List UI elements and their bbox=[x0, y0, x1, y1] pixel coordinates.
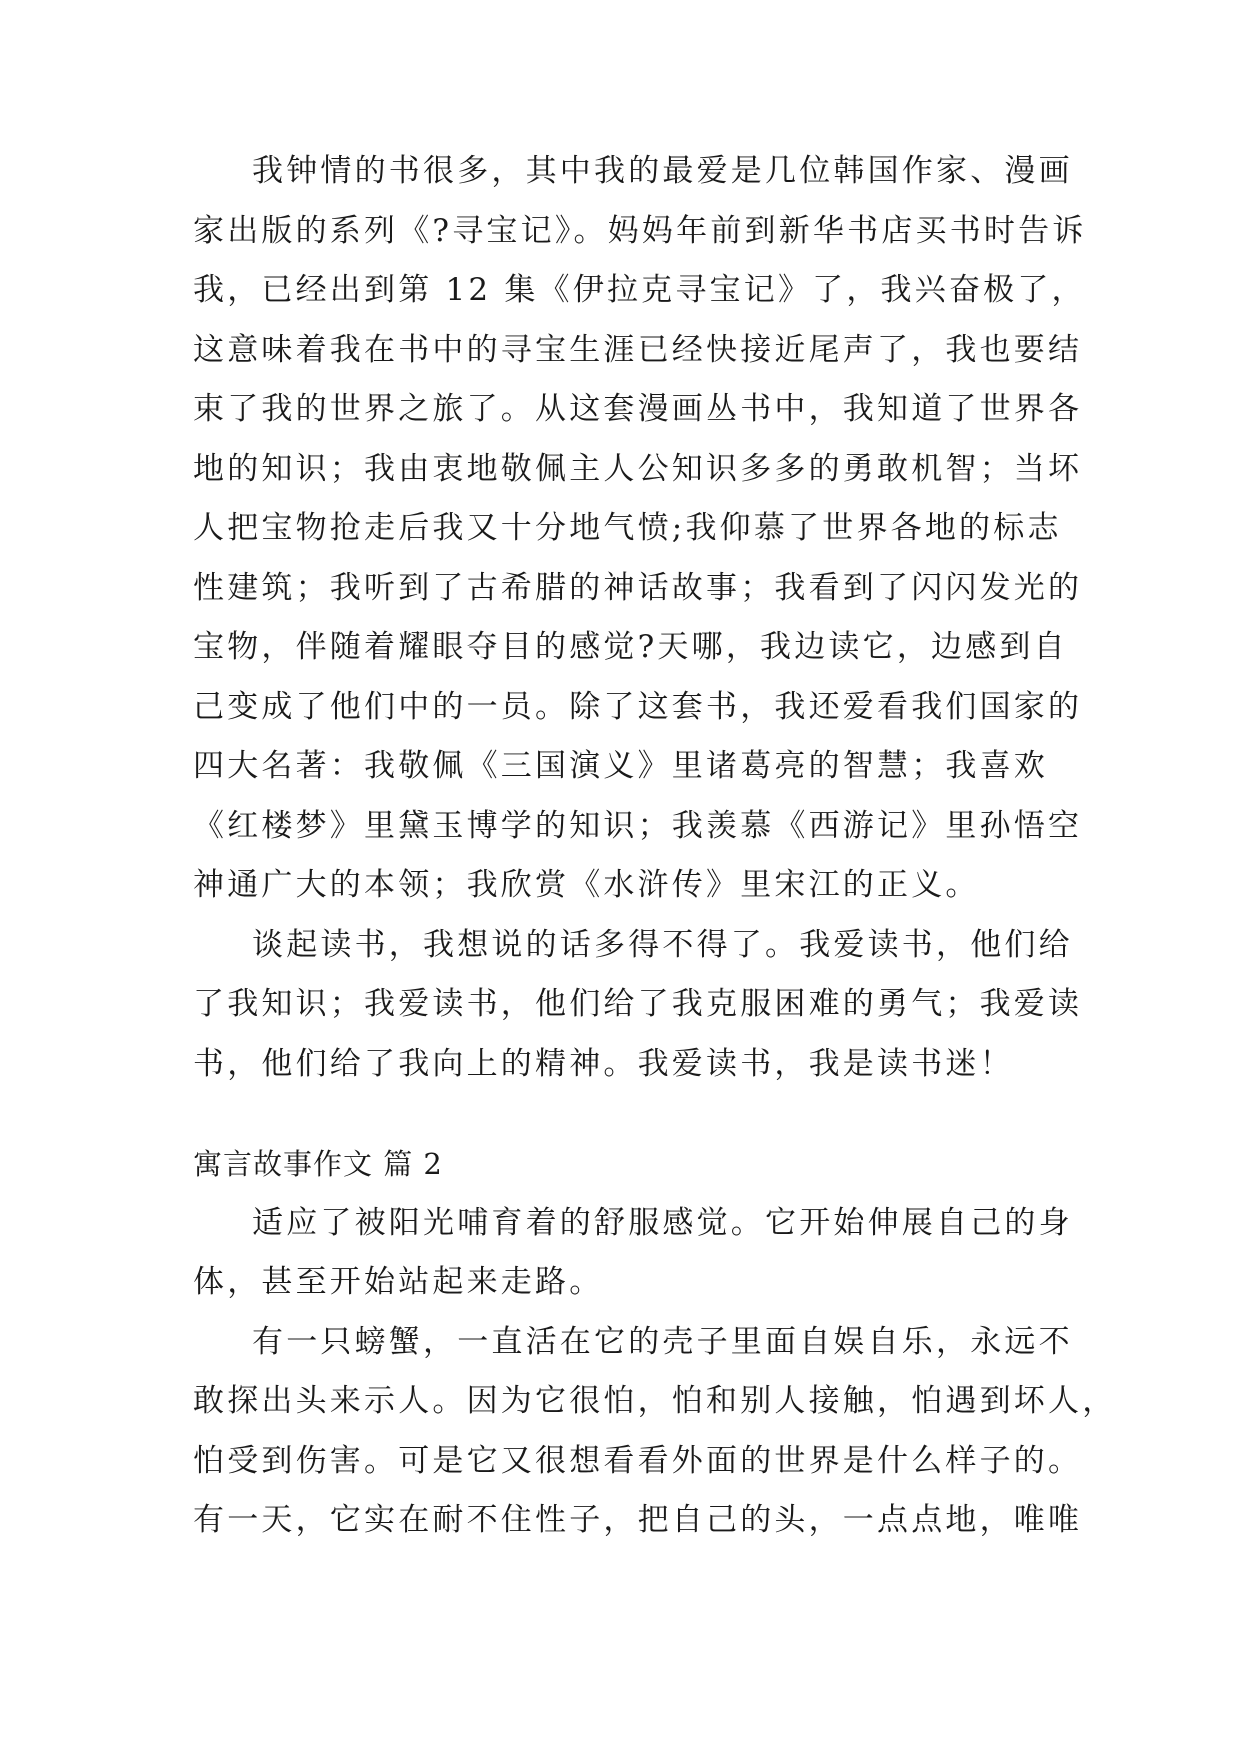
text-line: 书，他们给了我向上的精神。我爱读书，我是读书迷！ bbox=[193, 1046, 1014, 1082]
text-line: 适应了被阳光哺育着的舒服感觉。它开始伸展自己的身 bbox=[252, 1205, 1073, 1241]
text-line: 宝物，伴随着耀眼夺目的感觉?天哪，我边读它，边感到自 bbox=[193, 629, 1068, 665]
text-line: 了我知识；我爱读书，他们给了我克服困难的勇气；我爱读 bbox=[193, 986, 1083, 1022]
text-line: 我，已经出到第 12 集《伊拉克寻宝记》了，我兴奋极了， bbox=[193, 272, 1086, 308]
text-line: 有一只螃蟹，一直活在它的壳子里面自娱自乐，永远不 bbox=[252, 1324, 1073, 1360]
section-heading: 寓言故事作文 篇 2 bbox=[193, 1147, 443, 1181]
text-line: 地的知识；我由衷地敬佩主人公知识多多的勇敢机智；当坏 bbox=[193, 451, 1083, 487]
text-line: 谈起读书，我想说的话多得不得了。我爱读书，他们给 bbox=[252, 927, 1073, 963]
text-line: 性建筑；我听到了古希腊的神话故事；我看到了闪闪发光的 bbox=[193, 570, 1083, 606]
text-line: 神通广大的本领；我欣赏《水浒传》里宋江的正义。 bbox=[193, 867, 980, 903]
text-line: 四大名著：我敬佩《三国演义》里诸葛亮的智慧；我喜欢 bbox=[193, 748, 1048, 784]
text-line: 《红楼梦》里黛玉博学的知识；我羡慕《西游记》里孙悟空 bbox=[193, 808, 1083, 844]
text-line: 束了我的世界之旅了。从这套漫画丛书中，我知道了世界各 bbox=[193, 391, 1083, 427]
text-line: 我钟情的书很多，其中我的最爱是几位韩国作家、漫画 bbox=[252, 153, 1073, 189]
text-line: 敢探出头来示人。因为它很怕，怕和别人接触，怕遇到坏人， bbox=[193, 1383, 1117, 1419]
text-line: 怕受到伤害。可是它又很想看看外面的世界是什么样子的。 bbox=[193, 1443, 1083, 1479]
text-line: 己变成了他们中的一员。除了这套书，我还爱看我们国家的 bbox=[193, 689, 1083, 725]
text-line: 家出版的系列《?寻宝记》。妈妈年前到新华书店买书时告诉 bbox=[193, 213, 1087, 249]
text-line: 人把宝物抢走后我又十分地气愤;我仰慕了世界各地的标志 bbox=[193, 510, 1062, 546]
text-line: 有一天，它实在耐不住性子，把自己的头，一点点地，唯唯 bbox=[193, 1502, 1083, 1538]
text-line: 体，甚至开始站起来走路。 bbox=[193, 1264, 604, 1300]
text-line: 这意味着我在书中的寻宝生涯已经快接近尾声了，我也要结 bbox=[193, 332, 1083, 368]
